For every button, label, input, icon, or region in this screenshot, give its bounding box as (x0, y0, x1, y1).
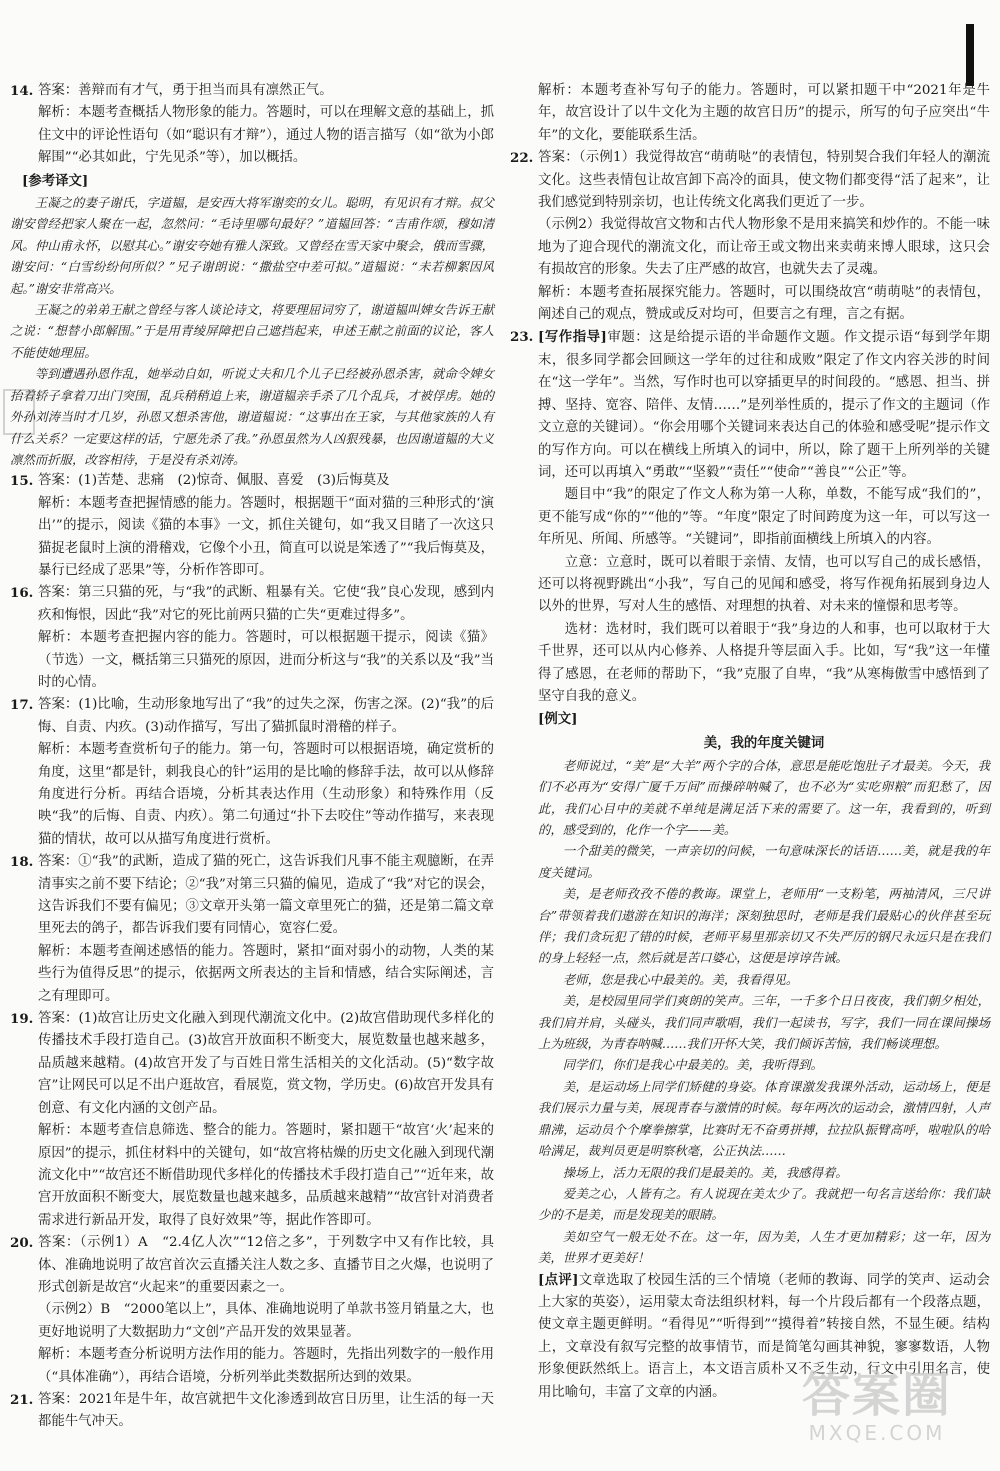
question-number: 19. (10, 1011, 34, 1028)
guide-paragraph: 审题：这是给提示语的半命题作文题。作文提示语“每到学年期末，很多同学都会回顾这一学年的过往和成败”限定了作文内容关涉的时间在“这一学年”。当然，写作时也可以穿插更早的时间段的。“感恩、担当、拼搏、坚持、宽容、陪伴、友情……”是列举性质的，提示了作文的主题词（作文立意的关键词）。“你会用哪个关键词来表达自己的体验和感受呢”提示作文的写作方向。可以在横线上所填入的词中，所以，除了题干上所列举的关键词，还可以再填入“勇敢”“坚毅”“责任”“使命”“善良”“公正”等。 (538, 330, 991, 480)
example-essay (538, 755, 990, 1269)
analysis-text: 解析：本题考查赏析句子的能力。第一句，答题时可以根据语境，确定赏析的角度，这里“都是针，刺我良心的针”运用的是比喻的修辞手法，故可以从修辞角度进行分析。再结合语境，分析其表达作用（生动形象）和特殊作用（反映“我”的后悔、自责、内疚）。第二句通过“扑下去咬住”等动作描写，来表现猫的情状，故可以从描写角度进行赏析。 (38, 742, 494, 847)
essay-paragraph: 一个甜美的微笑，一声亲切的问候，一句意味深长的话语……美，就是我的年度关键词。 (538, 843, 990, 880)
essay-paragraph: 美，是老师孜孜不倦的教诲。课堂上，老师用“一支粉笔，两袖清风，三尺讲台”带领着我们遨游在知识的海洋；深刻独思时，老师是我们最贴心的伙伴甚至玩伴；我们贪玩犯了错的时候，老师平易里那亲切又不失严厉的钢尺永远只是在我们的身上轻轻一点，然后就是苦口婆心，这便是谆谆告诫。 (538, 886, 990, 966)
question-number: 22. (510, 150, 534, 167)
question-number: 15. (10, 473, 34, 490)
analysis-text: 解析：本题考查把握内容的能力。答题时，可以根据题干提示，阅读《猫》（节选）一文，概括第三只猫死的原因，进而分析这与“我”的关系以及“我”当时的心情。 (38, 630, 494, 690)
analysis-text: 解析：本题考查拓展探究能力。答题时，可以围绕故宫“萌萌哒”的表情包，阐述自己的观点，赞成或反对均可，但要言之有理，言之有据。 (538, 284, 990, 323)
question-14 (10, 80, 494, 170)
question-21 (10, 1389, 494, 1434)
answer-text-example-2: （示例2）B “2000笔以上”，具体、准确地说明了单款书签月销量之大，也更好地说明了大数据助力“文创”产品开发的效果显著。 (38, 1302, 494, 1340)
margin-bar (966, 24, 974, 86)
essay-paragraph: 老师，您是我心中最美的。美，我看得见。 (562, 971, 799, 987)
analysis-text: 解析：本题考查分析说明方法作用的能力。答题时，先指出列数字的一般作用（“具体准确”），再结合语境，分析列举此类数据所达到的效果。 (38, 1347, 494, 1385)
question-number: 21. (10, 1391, 34, 1408)
answer-text: 答案：(1)比喻，生动形象地写出了“我”的过失之深，伤害之深。(2)“我”的后悔、自责、内疚。(3)动作描写，写出了猫抓鼠时滑稽的样子。 (38, 697, 494, 735)
answer-text: 答案：(1)故宫让历史文化融入到现代潮流文化中。(2)故宫借助现代多样化的传播技术手段打造自己。(3)故宫开放面积不断变大，展览数量也越来越多，品质越来越精。(4)故宫开发了与百姓日常生活相关的文化活动。(5)“数字故宫”让网民可以足不出户逛故宫，看展览，赏文物，学历史。(6)故宫开发具有创意、有文化内涵的文创产品。 (38, 1011, 494, 1116)
guide-paragraph: 题目中“我”的限定了作文人称为第一人称，单数，不能写成“我们的”，更不能写成“你的”“他的”等。“年度”限定了时间跨度为这一年，可以写这一年所见、所闻、所感等。“关键词”，即指前面横线上所填入的内容。 (538, 487, 990, 548)
left-column (10, 80, 494, 1434)
essay-paragraph: 美，是校园里同学们爽朗的笑声。三年，一千多个日日夜夜，我们朝夕相处，我们肩并肩，头碰头，我们同声歌唱，我们一起读书，写字，我们一同在课间操场上为班级，为青春呐喊……我们开怀大笑，我们倾诉苦恼，我们畅谈理想。 (538, 993, 990, 1052)
essay-paragraph: 老师说过，“美”是“大羊”两个字的合体，意思是能吃饱肚子才最美。今天，我们不必再为“安得广厦千万间”而操碎呐喊了，也不必为“实吃卵粮”而犯愁了，因此，我们心目中的美就不单纯是满足活下来的需要了。这一年，我看到的，听到的，感受到的，化作一个字——美。 (538, 757, 990, 837)
analysis-text: 解析：本题考查补写句子的能力。答题时，可以紧扣题干中“2021年是牛年，故宫设计了以牛文化为主题的故宫日历”的提示，所写的句子应突出“牛年”的文化，要能联系生活。 (538, 83, 990, 143)
question-15 (10, 470, 494, 582)
question-18 (10, 851, 494, 1008)
translation-paragraph: 王凝之的弟弟王献之曾经与客人谈论诗文，将要理屈词穷了，谢道韫叫婢女告诉王献之说：“想替小郎解围。”于是用青绫屏障把自己遮挡起来，申述王献之前面的议论，客人不能使她理屈。 (10, 302, 494, 360)
question-16 (10, 582, 494, 694)
guide-paragraph: 选材：选材时，我们既可以着眼于“我”身边的人和事，也可以取材于大千世界，还可以从内心修养、人格提升等层面入手。比如，写“我”这一年懂得了感恩，在老师的帮助下，“我”克服了自卑，“我”从寒梅傲雪中感悟到了坚守自我的意义。 (538, 621, 990, 704)
answer-text: 答案：（示例1）我觉得故宫“萌萌哒”的表情包，特别契合我们年轻人的潮流文化。这些表情包让故宫卸下高冷的面具，使文物们都变得“活了起来”，让我们感觉到特别亲切，也让传统文化离我们更近了一步。 (538, 150, 990, 211)
question-22 (510, 147, 990, 326)
question-21-analysis (510, 80, 990, 147)
analysis-text: 解析：本题考查信息筛选、整合的能力。答题时，紧扣题干“故宫‘火’起来的原因”的提示，抓住材料中的关键句，如“故宫将枯燥的历史文化融入到现代潮流文化中”“故宫还不断借助现代多样化的传播技术手段打造自己”“近年来，故宫开放面积不断变大，展览数量也越来越多，品质越来越精”“故宫针对消费者需求进行新品开发，取得了良好效果”等，据此作答即可。 (38, 1123, 494, 1228)
example-essay-tag: [例文] (538, 711, 578, 728)
watermark-logo-text: 答案圈 (801, 1367, 952, 1423)
guide-paragraph: 立意：立意时，既可以着眼于亲情、友情，也可以写自己的成长感悟，还可以将视野跳出“小我”，写自己的见闻和感受，将写作视角拓展到身边人以外的世界，写对人生的感悟、对理想的执着、对未来的憧憬和思考等。 (538, 554, 990, 615)
answer-text: 答案：第三只猫的死，与“我”的武断、粗暴有关。它使“我”良心发现，感到内疚和悔恨，因此“我”对它的死比前两只猫的亡失“更难过得多”。 (38, 585, 494, 623)
essay-title: 美，我的年度关键词 (703, 734, 825, 751)
essay-paragraph: 操场上，活力无限的我们是最美的。美，我感得着。 (562, 1164, 848, 1180)
essay-paragraph: 爱美之心，人皆有之。有人说现在美太少了。我就把一句名言送给你：我们缺少的不是美，而是发现美的眼睛。 (538, 1185, 990, 1223)
question-19 (10, 1008, 494, 1232)
answer-text: 答案：善辩而有才气，勇于担当而具有凛然正气。 (38, 83, 333, 98)
answer-text: 答案：（示例1）A “2.4亿人次”“12倍之多”，于列数字中又有作比较，具体、准确地说明了故宫首次云直播关注人数之多、直播节目之火爆，也说明了形式创新是故宫“火起来”的重要因素之一。 (38, 1235, 494, 1295)
answer-text: 答案：(1)苦楚、悲痛 (2)惊奇、佩服、喜爱 (3)后悔莫及 (38, 473, 390, 489)
question-20 (10, 1232, 494, 1389)
question-17 (10, 694, 494, 851)
question-number: 17. (10, 697, 34, 714)
writing-guide-tag: [写作指导] (538, 329, 607, 346)
watermark-url: MXQE.COM (808, 1421, 946, 1445)
analysis-text: 解析：本题考查阐述感悟的能力。答题时，紧扣“面对弱小的动物，人类的某些行为值得反思”的提示，依据两文所表达的主旨和情感，结合实际阐述，言之有理即可。 (38, 943, 494, 1004)
reference-translation-header: [参考译文] (22, 172, 89, 189)
translation-paragraph: 王凝之的妻子谢氏，字道韫，是安西大将军谢奕的女儿。聪明，有见识有才辩。叔父谢安曾经把家人聚在一起，忽然问：“毛诗里哪句最好？”道韫回答：“吉甫作颂，穆如清风。仲山甫永怀，以慰其心。”谢安夸她有雅人深致。又曾经在雪天家中聚会，俄而雪骤，谢安问：“白雪纷纷何所似？”兄子谢朗说：“撒盐空中差可拟。”道韫说：“未若柳絮因风起。”谢安非常高兴。 (10, 195, 494, 296)
question-number: 18. (10, 854, 34, 871)
question-number: 16. (10, 585, 34, 602)
question-23 (510, 326, 990, 1404)
answer-text-example-2: （示例2）我觉得故宫文物和古代人物形象不是用来搞笑和炒作的。不能一味地为了迎合现代的潮流文化，而让帝王或文物出来卖萌来博人眼球，这只会有损故宫的形象。失去了庄严感的故宫，也就失去了灵魂。 (538, 217, 990, 278)
translation-paragraph: 等到遭遇孙恩作乱，她举动自如，听说丈夫和几个儿子已经被孙恩杀害，就命令婢女抬着轿子拿着刀出门突围，乱兵稍稍追上来，谢道韫亲手杀了几个乱兵，才被俘虏。她的外孙刘涛当时才几岁，孙恩又想杀害他，谢道韫说：“这事出在王家，与其他家族的人有什么关系？一定要这样的话，宁愿先杀了我。”孙恩虽然为人凶狠残暴，也因谢道韫的大义凛然而折服，改容相待，于是没有杀刘涛。 (10, 366, 494, 467)
comment-text: 文章选取了校园生活的三个情境（老师的教诲、同学的笑声、运动会上大家的英姿），运用蒙太奇法组织材料，每一个片段后都有一个段落点题，使文章主题更鲜明。“看得见”“听得到”“摸得着”转接自然，不显生硬。结构上，文章没有叙写完整的故事情节，而是简笔勾画其神貌，寥寥数语，人物形象便跃然纸上。语言上，本文语言质朴又不乏生动，行文中引用名言，使用比喻句，丰富了文章的内涵。 (538, 1272, 990, 1400)
answer-text: 答案：①“我”的武断，造成了猫的死亡，这告诉我们凡事不能主观臆断，在弄清事实之前不要下结论；②“我”对第三只猫的偏见，造成了“我”对它的误会，这告诉我们不要有偏见；③文章开头第一篇文章里死亡的猫，还是第二篇文章里死去的鸽子，都告诉我们要有同情心，宽容仁爱。 (38, 854, 494, 937)
analysis-text: 解析：本题考查把握情感的能力。答题时，根据题干“面对猫的三种形式的‘演出’”的提示，阅读《猫的本事》一文，抓住关键句，如“我又目睹了一次这只猫捉老鼠时上演的滑稽戏，它像个小丑，简直可以说是笨透了”“我后悔莫及，暴行已经成了恶果”等，分析作答即可。 (38, 495, 494, 578)
comment-tag: [点评] (538, 1271, 579, 1288)
analysis-text: 解析：本题考查概括人物形象的能力。答题时，可以在理解文意的基础上，抓住文中的评论性语句（如“聪识有才辩”），通过人物的语言描写（如“欲为小郎解围”“必其如此，宁先见杀”等），加以概括。 (38, 105, 494, 166)
essay-paragraph: 美如空气一般无处不在。这一年，因为美，人生才更加精彩；这一年，因为美，世界才更美好！ (538, 1228, 990, 1266)
site-watermark (772, 1369, 982, 1449)
question-number: 14. (10, 83, 34, 99)
question-number: 23. (510, 329, 534, 346)
essay-paragraph: 同学们，你们是我心中最美的。美，我听得到。 (562, 1057, 823, 1073)
question-number: 20. (10, 1235, 34, 1252)
right-column (510, 80, 990, 1404)
reference-translation (10, 192, 494, 470)
answer-text: 答案：2021年是牛年，故宫就把牛文化渗透到故宫日历里，让生活的每一天都能牛气冲天。 (38, 1391, 494, 1430)
essay-paragraph: 美，是运动场上同学们矫健的身姿。体育课激发我课外活动，运动场上，便是我们展示力量与美，展现青春与激情的时候。每年两次的运动会，激情四射，人声鼎沸，运动员个个摩拳擦掌，比赛时无不奋勇拼搏，拉拉队振臂高呼，啦啦队的哈哈满足，裁判员更是明察秋毫，公正执法…… (538, 1078, 990, 1159)
